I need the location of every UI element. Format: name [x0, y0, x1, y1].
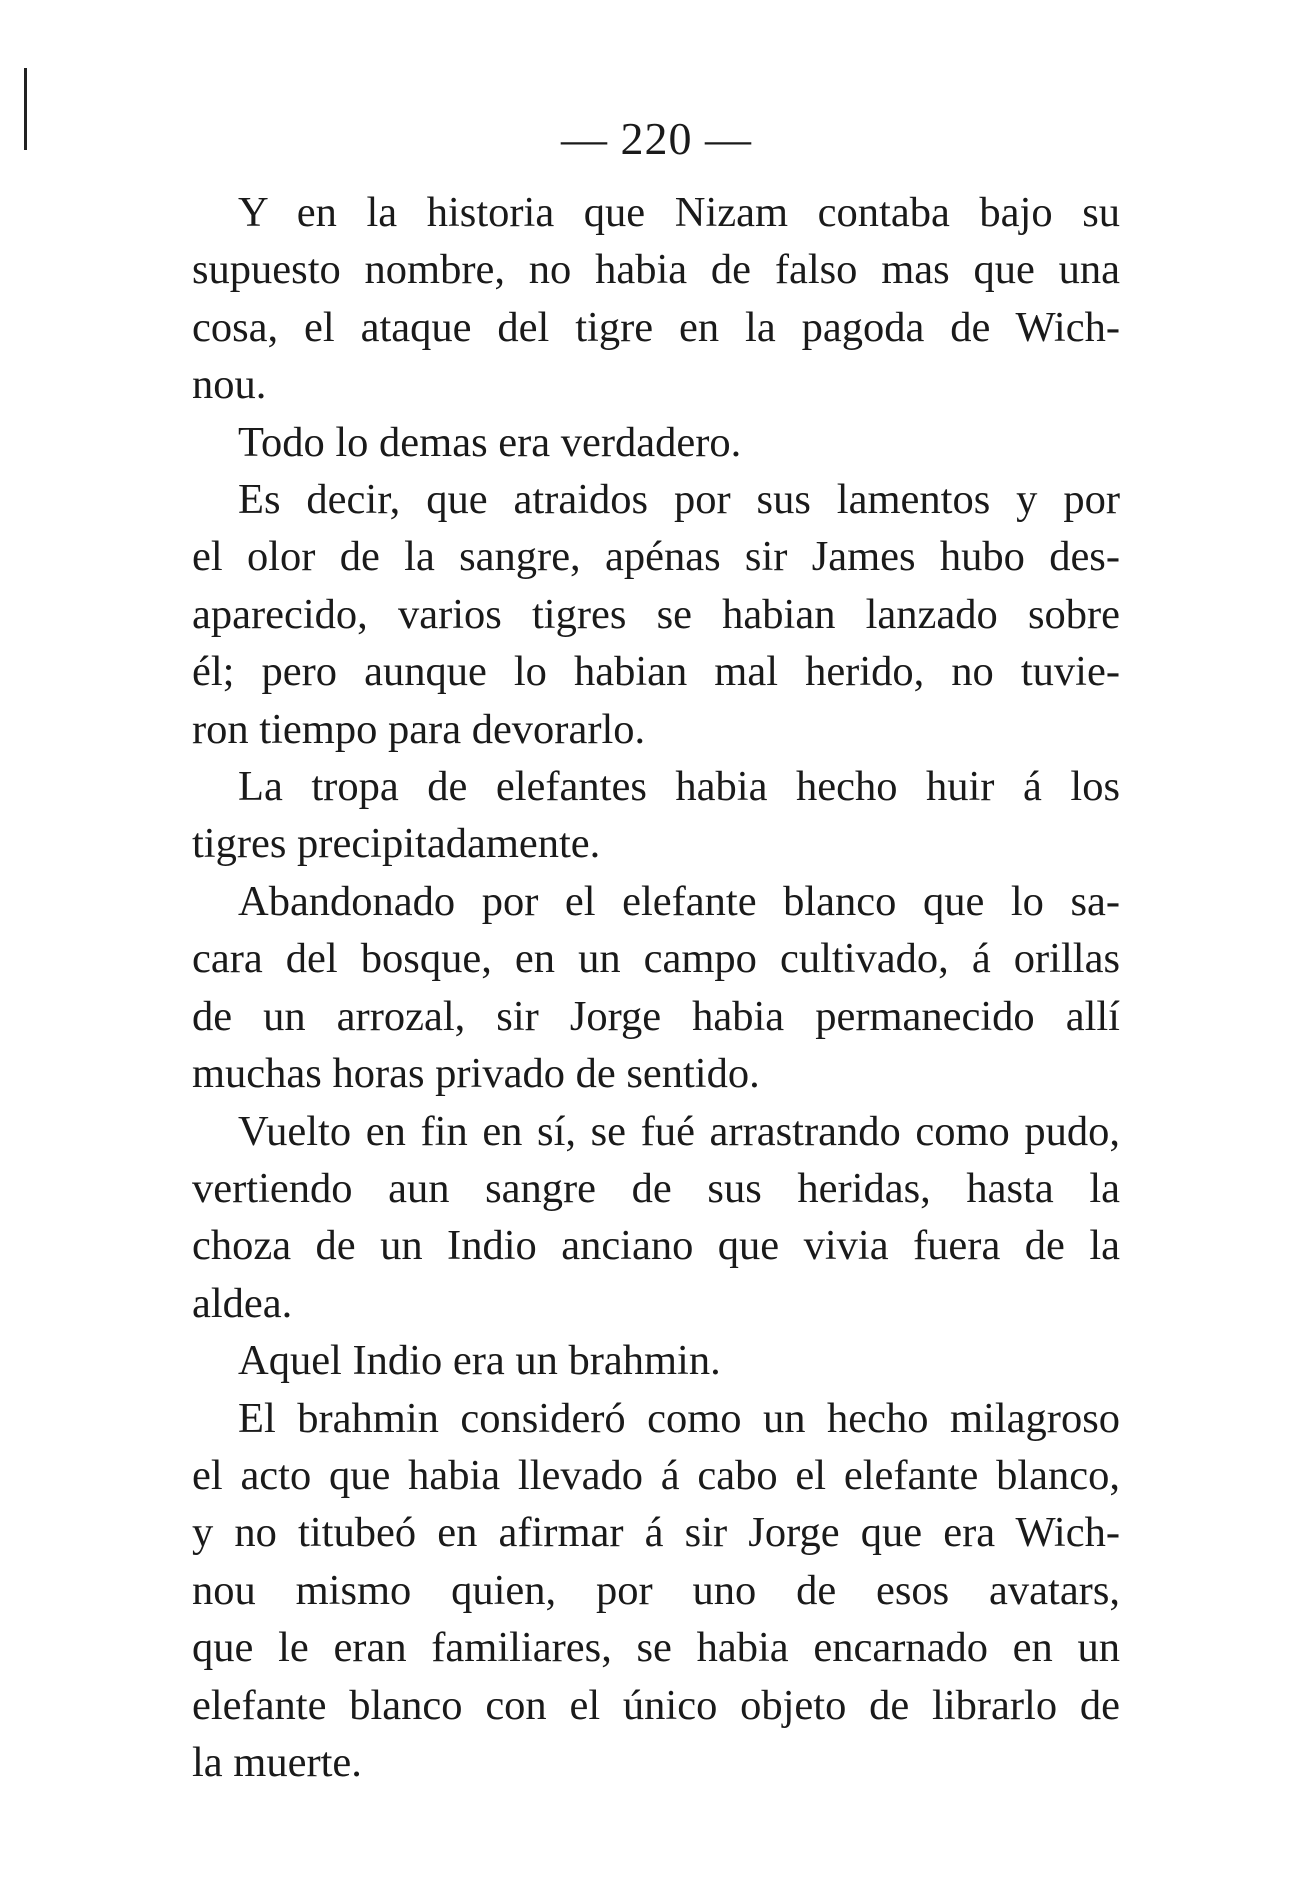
- text-line: el acto que habia llevado á cabo el elefante blanco,: [192, 1451, 1120, 1499]
- text-line: que le eran familiares, se habia encarnado en un: [192, 1624, 1120, 1672]
- text-line: de un arrozal, sir Jorge habia permanecido allí: [192, 992, 1120, 1040]
- paragraph: [192, 758, 1120, 873]
- text-line: Aquel Indio era un brahmin.: [238, 1337, 721, 1385]
- text-line: cara del bosque, en un campo cultivado, á orillas: [192, 935, 1120, 983]
- paragraph: [192, 873, 1120, 1103]
- body-text: [192, 184, 1120, 1791]
- text-line: Y en la historia que Nizam contaba bajo su: [238, 189, 1120, 236]
- text-line: aparecido, varios tigres se habian lanzado sobre: [192, 590, 1120, 638]
- text-line: choza de un Indio anciano que vivia fuera de la: [192, 1222, 1120, 1270]
- text-line: tigres precipitadamente.: [192, 820, 601, 868]
- text-line: Es decir, que atraidos por sus lamentos y por: [238, 476, 1120, 524]
- text-line: La tropa de elefantes habia hecho huir á los: [238, 763, 1120, 811]
- text-line: la muerte.: [192, 1738, 362, 1786]
- text-line: elefante blanco con el único objeto de librarlo de: [192, 1681, 1120, 1729]
- text-line: y no titubeó en afirmar á sir Jorge que era Wich-: [192, 1509, 1120, 1557]
- text-line: supuesto nombre, no habia de falso mas que una: [192, 246, 1120, 294]
- text-line: muchas horas privado de sentido.: [192, 1050, 760, 1098]
- text-line: Todo lo demas era verdadero.: [238, 418, 742, 466]
- paragraph: [192, 471, 1120, 758]
- text-line: vertiendo aun sangre de sus heridas, hasta la: [192, 1164, 1120, 1212]
- text-line: Abandonado por el elefante blanco que lo sa-: [238, 877, 1120, 925]
- page-number: — 220 —: [561, 113, 752, 164]
- text-line: el olor de la sangre, apénas sir James hubo des-: [192, 533, 1120, 581]
- text-line: El brahmin consideró como un hecho milagroso: [238, 1394, 1120, 1442]
- text-line: cosa, el ataque del tigre en la pagoda de Wich-: [192, 303, 1120, 351]
- paragraph: [192, 414, 1120, 471]
- paragraph: [192, 1103, 1120, 1333]
- paragraph: [192, 184, 1120, 414]
- paragraph: [192, 1332, 1120, 1389]
- text-line: ron tiempo para devorarlo.: [192, 705, 646, 753]
- text-line: nou.: [192, 361, 267, 409]
- text-line: Vuelto en fin en sí, se fué arrastrando como pudo,: [238, 1107, 1120, 1155]
- text-line: él; pero aunque lo habian mal herido, no tuvie-: [192, 648, 1120, 696]
- paragraph: [192, 1390, 1120, 1792]
- text-line: nou mismo quien, por uno de esos avatars,: [192, 1566, 1120, 1614]
- text-line: aldea.: [192, 1279, 293, 1327]
